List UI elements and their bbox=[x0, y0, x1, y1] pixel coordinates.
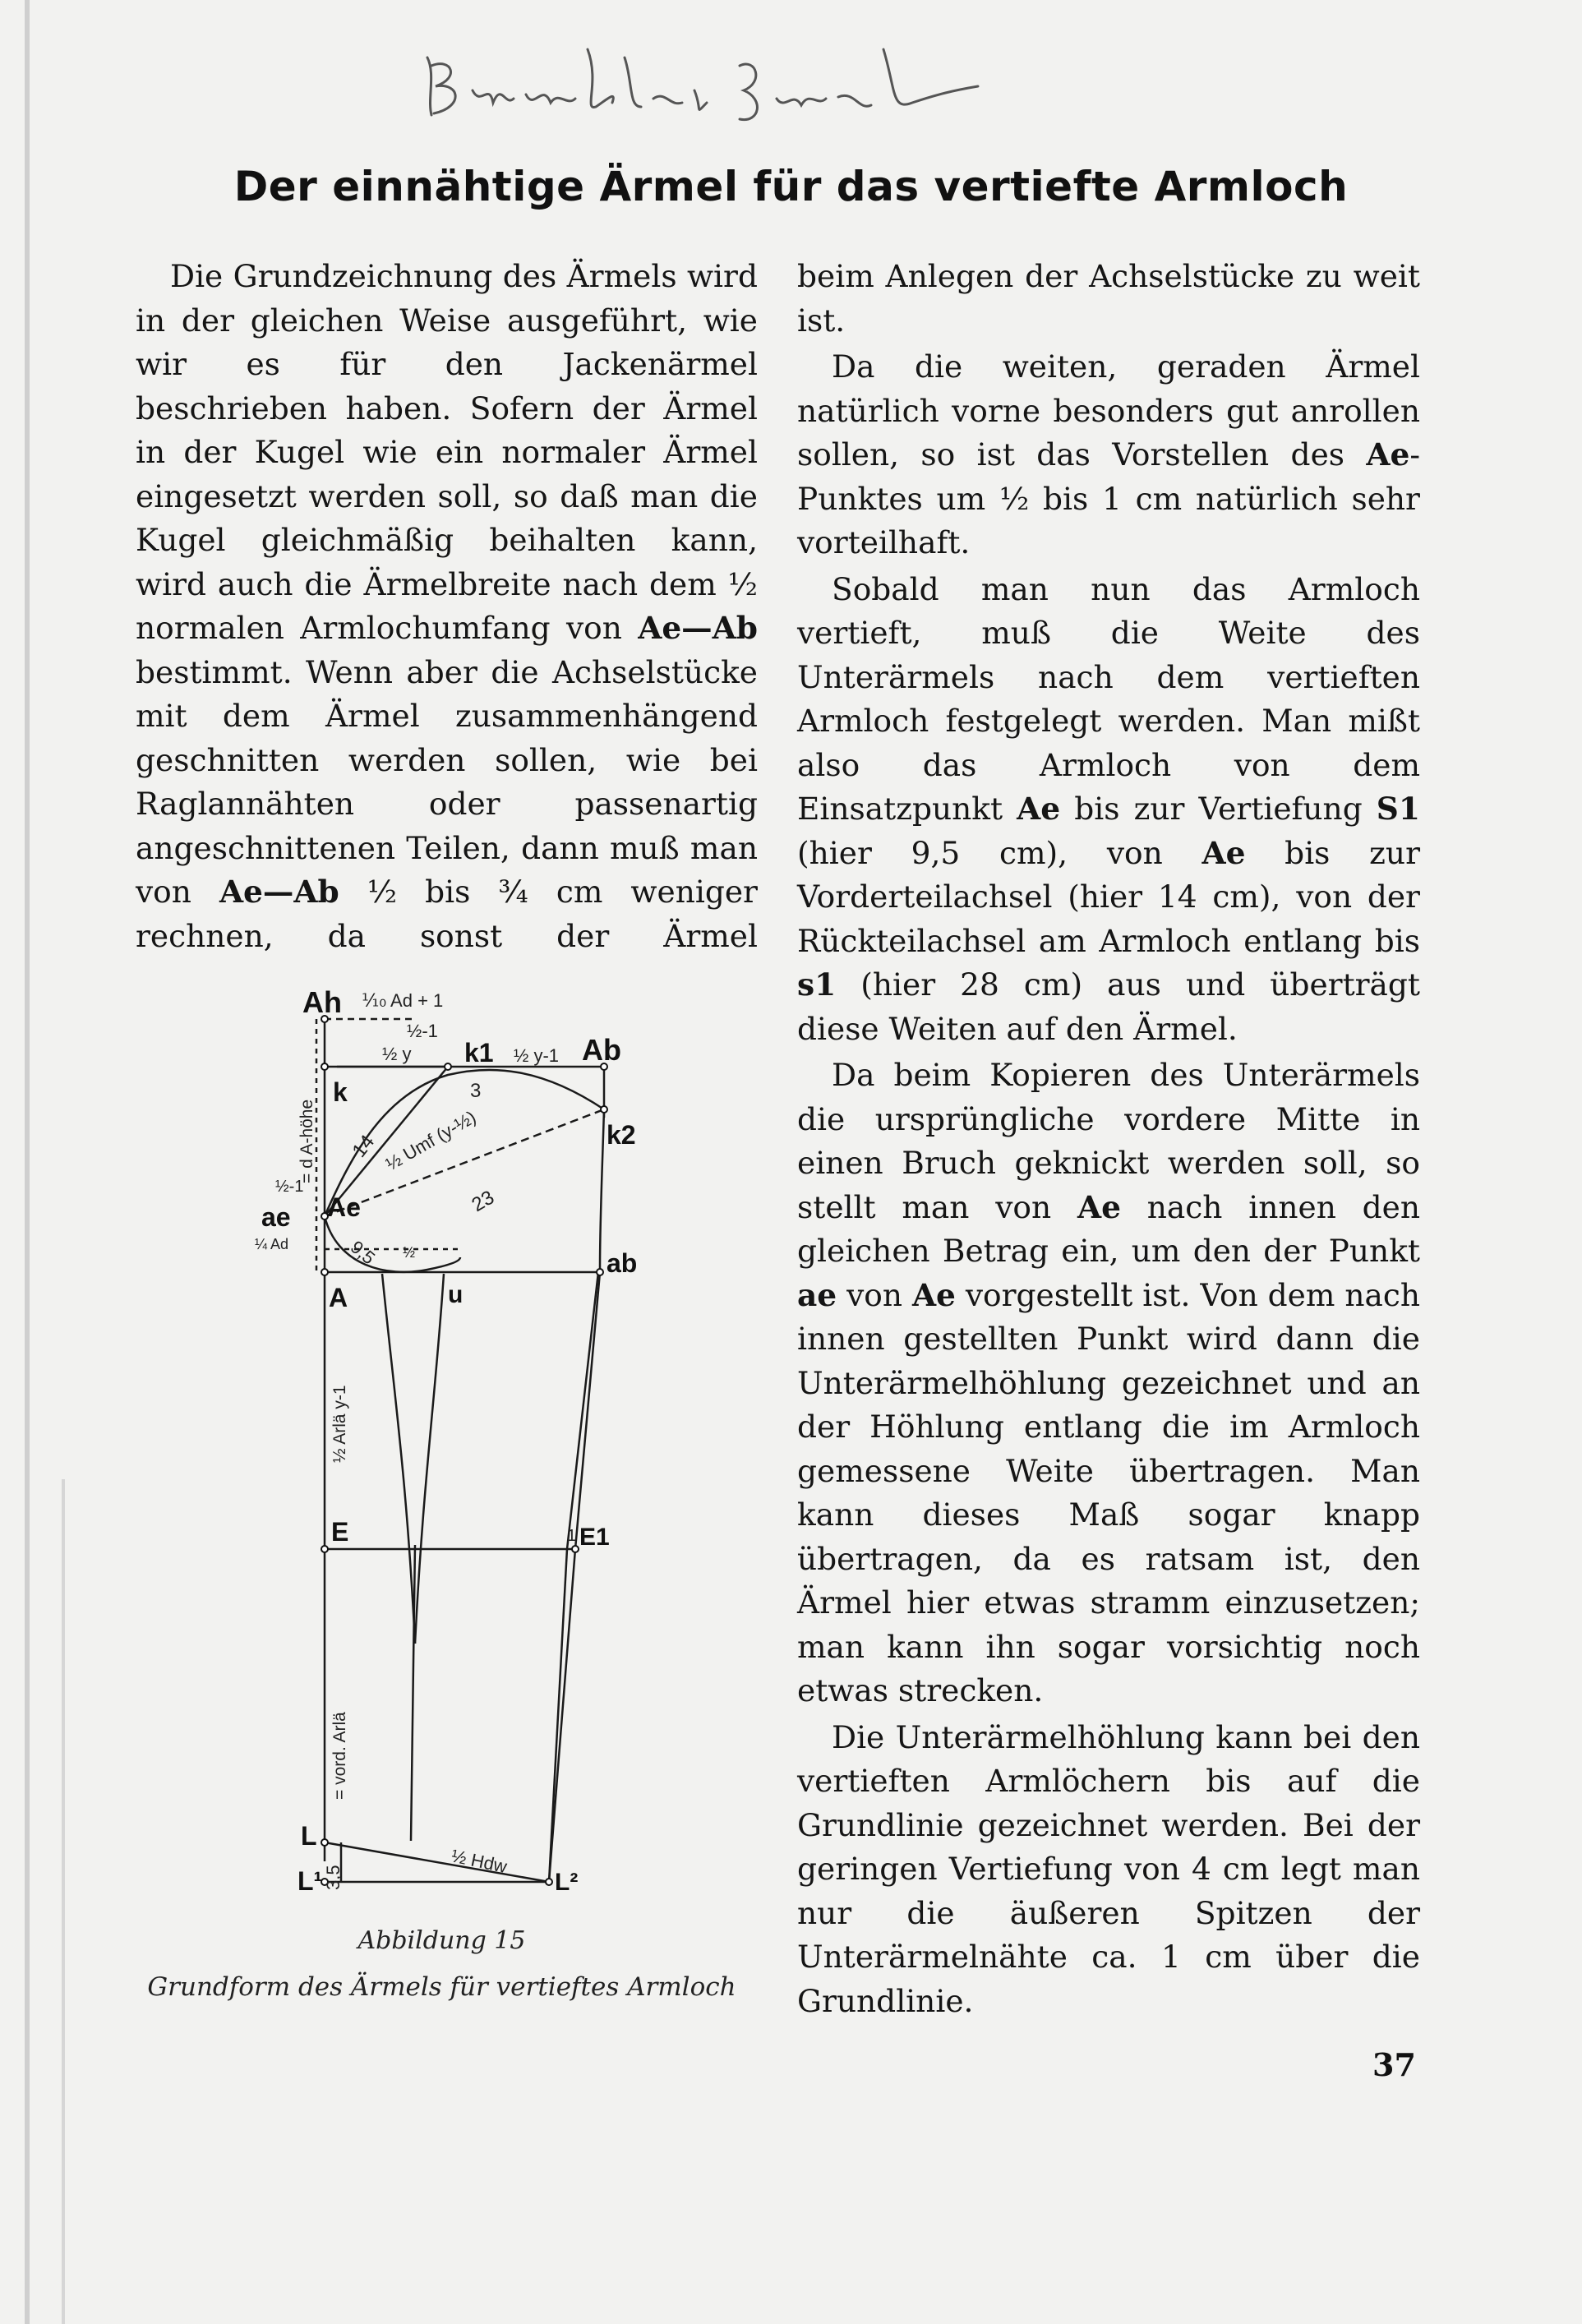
left-paragraph-1: Die Grundzeichnung des Ärmels wird in der gleichen Weise ausgeführt, wie wir es für den Jackenärmel beschrieben haben. Sofern der Ärmel in der Kugel wie ein normaler Ärmel eingesetzt werden soll, so daß man die Kugel gleichmäßig beihalten kann, wird auch die Ärmelbreite nach dem ½ normalen Armlochumfang von Ae—Ab bestimmt. Wenn aber die Achselstücke mit dem Ärmel zusammenhängend geschnitten werden sollen, wie bei Raglannähten oder passenartig angeschnittenen Teilen, dann muß man von Ae—Ab ½ bis ¾ cm weniger rechnen, da sonst der Ärmel bbox=[136, 258, 758, 954]
label-half-y-1: ½ y-1 bbox=[514, 1045, 560, 1066]
right-column bbox=[797, 255, 1420, 2023]
label-twentythree: 23 bbox=[468, 1186, 499, 1217]
label-hdw: ½ Hdw bbox=[449, 1845, 510, 1878]
label-u: u bbox=[448, 1281, 464, 1308]
right-paragraph-2: Da die weiten, geraden Ärmel natürlich vorne besonders gut anrollen sollen, so ist das Vorstellen des Ae-Punktes um ½ bis 1 cm natürlich sehr vorteilhaft. bbox=[797, 348, 1420, 560]
right-paragraph-1: beim Anlegen der Achselstücke zu weit ist. bbox=[797, 258, 1420, 339]
point-e1 bbox=[572, 1546, 579, 1552]
label-e: E bbox=[331, 1517, 349, 1547]
label-umf: ½ Umf (y-½) bbox=[382, 1106, 480, 1175]
label-ah: Ah bbox=[302, 985, 342, 1019]
sleeve-pattern-figure bbox=[255, 982, 682, 1911]
underarm-hollow bbox=[325, 1216, 460, 1272]
label-half-minus-1: ½-1 bbox=[407, 1021, 438, 1041]
line-l-l2 bbox=[325, 1842, 549, 1882]
label-a: A bbox=[329, 1283, 348, 1312]
label-l: L bbox=[301, 1821, 317, 1851]
binding-shadow bbox=[62, 1479, 65, 2324]
label-half-y: ½ y bbox=[382, 1044, 412, 1064]
label-ae: Ae bbox=[327, 1192, 361, 1222]
label-quarter-ad: ¼ Ad bbox=[255, 1236, 289, 1252]
point-e bbox=[321, 1546, 328, 1552]
line-e1-l2-inner bbox=[549, 1549, 567, 1882]
point-k bbox=[321, 1063, 328, 1070]
right-paragraph-3: Sobald man nun das Armloch vertieft, muß die Weite des Unterärmels nach dem vertieften Armloch festgelegt werden. Man mißt also das Armloch von dem Einsatzpunkt Ae bis zur Vertiefung S1 (hier 9,5 cm), von Ae bis zur Vorderteilachsel (hier 14 cm), von der Rückteilachsel am Armloch entlang bis s1 (hier 28 cm) aus und überträgt diese Weiten auf den Ärmel. bbox=[797, 570, 1420, 1047]
label-a-hoehe: = d A-höhe bbox=[297, 1099, 316, 1183]
back-cap-curve bbox=[600, 1109, 604, 1270]
label-ab: Ab bbox=[582, 1033, 621, 1067]
label-vord-arla: = vord. Arlä bbox=[330, 1712, 349, 1800]
label-ab-lower: ab bbox=[607, 1248, 638, 1278]
label-ae-small: ae bbox=[261, 1202, 291, 1232]
figure-caption-label: Abbildung 15 bbox=[357, 1926, 526, 1955]
point-k2 bbox=[601, 1106, 607, 1113]
line-ab-e1-inner bbox=[567, 1272, 598, 1549]
label-three-five: 3,5 bbox=[323, 1865, 344, 1890]
figure-caption-text: Grundform des Ärmels für vertieftes Armloch bbox=[147, 1972, 736, 2002]
right-paragraph-4: Da beim Kopieren des Unterärmels die ursprüngliche vordere Mitte in einen Bruch geknickt werden soll, so stellt man von Ae nach innen den gleichen Betrag ein, um den der Punkt ae von Ae vorgestellt ist. Von dem nach innen gestellten Punkt wird dann die Unterärmelhöhlung gezeichnet und an der Höhlung entlang die im Armloch gemessene Weite übertragen. Man kann dieses Maß sogar knapp übertragen, da es ratsam ist, den Ärmel hier etwas stramm einzusetzen; man kann ihn sogar vorsichtig noch etwas strecken. bbox=[797, 1057, 1420, 1708]
point-k1 bbox=[445, 1063, 451, 1070]
label-three: 3 bbox=[470, 1080, 482, 1102]
label-l1: L¹ bbox=[297, 1866, 323, 1896]
label-k1: k1 bbox=[464, 1038, 494, 1067]
label-half-minus-1-left: ½-1 bbox=[275, 1178, 304, 1196]
point-ab-lower bbox=[597, 1269, 603, 1275]
inner-seam-1 bbox=[382, 1274, 415, 1644]
label-nine-five: 9,5 bbox=[346, 1236, 380, 1269]
label-k2: k2 bbox=[607, 1120, 636, 1150]
point-l bbox=[321, 1839, 328, 1846]
label-one: 1 bbox=[567, 1527, 577, 1545]
handwritten-note bbox=[411, 33, 1003, 131]
right-paragraph-5: Die Unterärmelhöhlung kann bei den vertieften Armlöchern bis auf die Grundlinie gezeichnet werden. Bei der geringen Vertiefung von 4 cm legt man nur die äußeren Spitzen der Unterärmelnähte ca. 1 cm über die Grundlinie. bbox=[797, 1718, 1420, 2019]
label-l2: L² bbox=[555, 1869, 579, 1896]
point-l2 bbox=[546, 1879, 552, 1885]
page-number: 37 bbox=[1372, 2046, 1416, 2083]
left-column bbox=[136, 255, 758, 958]
inner-seam-2 bbox=[415, 1274, 444, 1644]
point-a bbox=[321, 1269, 328, 1275]
label-fourteen: 14 bbox=[348, 1131, 380, 1162]
label-arla: ½ Arlä y-1 bbox=[330, 1385, 349, 1463]
label-e1: E1 bbox=[579, 1524, 610, 1551]
label-k: k bbox=[333, 1077, 348, 1107]
line-e1-l2 bbox=[549, 1549, 575, 1882]
line-ab-e1 bbox=[575, 1272, 600, 1549]
page-title: Der einnähtige Ärmel für das vertiefte Armloch bbox=[233, 163, 1349, 210]
label-half: ½ bbox=[403, 1244, 416, 1261]
label-ah-note: ⅒ Ad + 1 bbox=[362, 990, 444, 1011]
